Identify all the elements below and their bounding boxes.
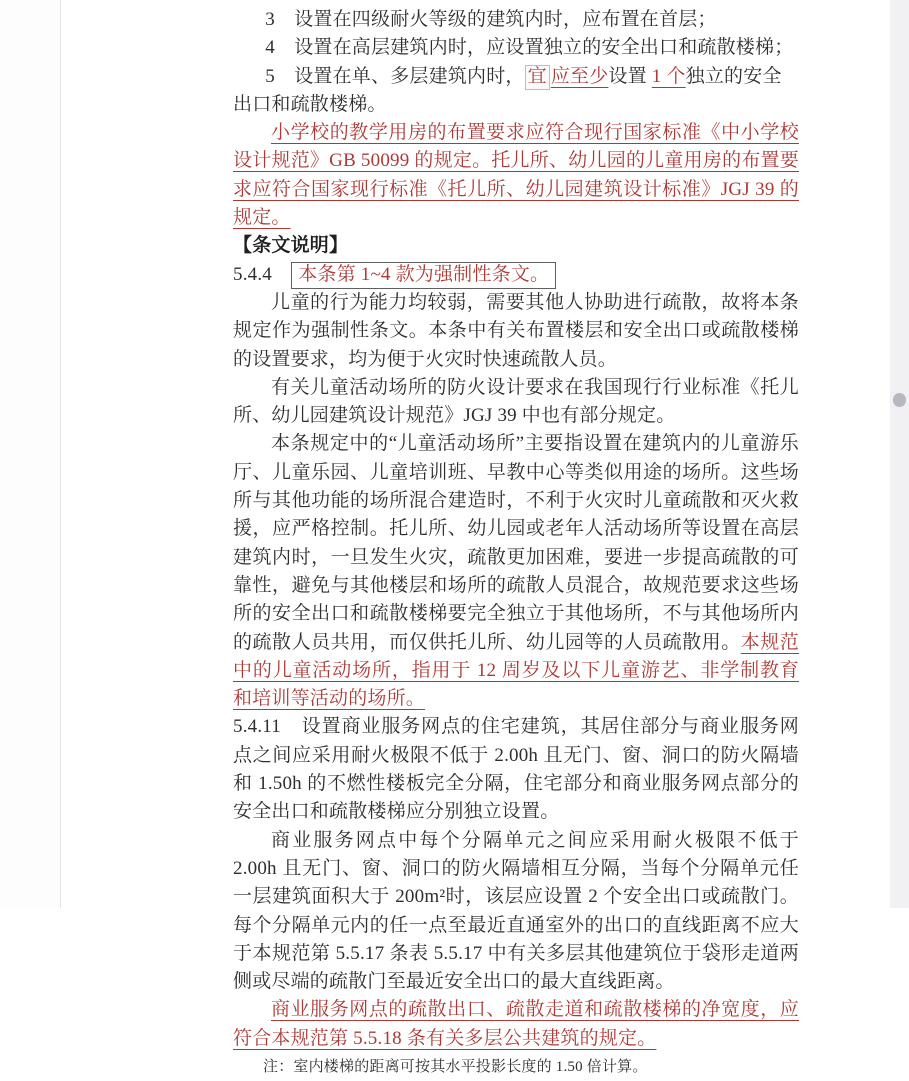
- page-left-margin: [0, 0, 61, 908]
- clause-text: 4 设置在高层建筑内时，应设置独立的安全出口和疏散楼梯；: [265, 37, 794, 59]
- amendment-paragraph-width: [233, 996, 799, 1053]
- clause-text: 独立的安全出口和疏散楼梯。: [233, 65, 782, 115]
- clause-text: 设置: [608, 65, 652, 87]
- clause-5-4-11: [233, 713, 799, 826]
- clause-text: 商业服务网点中每个分隔单元之间应采用耐火极限不低于 2.00h 且无门、窗、洞口的防火隔墙相互分隔，当每个分隔单元任一层建筑面积大于 200m²时，该层应设置 2 个安全出口或疏散门。每个分隔单元内的任一点至最近直通室外的出口的直线距离不应大于本规范第 5.5.17 条表 5.5.17 中有关多层其他建筑位于袋形走道两侧或尽端的疏散门至最近安全出口的最大直线距离。: [233, 829, 799, 993]
- clause-text: 3 设置在四级耐火等级的建筑内时，应布置在首层；: [265, 9, 717, 30]
- scrollbar-track[interactable]: [890, 0, 909, 908]
- explanation-text: 有关儿童活动场所的防火设计要求在我国现行行业标准《托儿所、幼儿园建筑设计规范》JGJ 39 中也有部分规定。: [233, 376, 799, 427]
- note-text: 注：室内楼梯的距离可按其水平投影长度的 1.50 倍计算。: [263, 1058, 648, 1075]
- section-heading-text: 【条文说明】: [233, 235, 349, 257]
- amendment-text: 本规范中的儿童活动场所，指用于 12 周岁及以下儿童游艺、非学制教育和培训等活动的场所。: [233, 631, 799, 710]
- clause-5-4-4-note: [233, 261, 799, 289]
- amendment-paragraph-schools: [233, 119, 799, 232]
- revised-text: 1 个: [651, 65, 686, 87]
- explanation-paragraph-2: [233, 374, 799, 431]
- explanation-text: 本条规定中的“儿童活动场所”主要指设置在建筑内的儿童游乐厅、儿童乐园、儿童培训班、早教中心等类似用途的场所。这些场所与其他功能的场所混合建造时，不利于火灾时儿童疏散和灭火救援，应严格控制。托儿所、幼儿园或老年人活动场所等设置在高层建筑内时，一旦发生火灾，疏散更加困难，要进一步提高疏散的可靠性，避免与其他楼层和场所的疏散人员混合，故规范要求这些场所的安全出口和疏散楼梯要完全独立于其他场所，不与其他场所内的疏散人员共用，而仅供托儿所、幼儿园等的人员疏散用。: [233, 433, 799, 653]
- amendment-text: 小学校的教学用房的布置要求应符合现行国家标准《中小学校设计规范》GB 50099 的规定。托儿所、幼儿园的儿童用房的布置要求应符合国家现行标准《托儿所、幼儿园建筑设计标准》JGJ 39 的规定。: [233, 122, 799, 229]
- list-item-5: [233, 63, 799, 120]
- revised-text: 应至少: [550, 65, 609, 87]
- mandatory-clause-box-text: 本条第 1~4 款为强制性条文。: [291, 262, 556, 289]
- document-page: [61, 0, 890, 1075]
- deleted-text: 宜: [525, 65, 550, 90]
- section-heading-explanation: [233, 232, 799, 260]
- clause-text: 5 设置在单、多层建筑内时，: [265, 65, 525, 87]
- amendment-text: 商业服务网点的疏散出口、疏散走道和疏散楼梯的净宽度，应符合本规范第 5.5.18 条有关多层公共建筑的规定。: [233, 999, 799, 1049]
- clause-5-4-11-paragraph-2: [233, 827, 799, 997]
- explanation-paragraph-1: [233, 289, 799, 374]
- note-line: [233, 1053, 799, 1081]
- scrollbar-thumb[interactable]: [893, 393, 906, 407]
- explanation-paragraph-3: [233, 430, 799, 713]
- clause-text: 5.4.11 设置商业服务网点的住宅建筑，其居住部分与商业服务网点之间应采用耐火极限不低于 2.00h 且无门、窗、洞口的防火隔墙和 1.50h 的不燃性楼板完全分隔，住宅部分和商业服务网点部分的安全出口和疏散楼梯应分别独立设置。: [233, 716, 799, 823]
- list-item-3: [233, 6, 799, 34]
- explanation-text: 儿童的行为能力均较弱，需要其他人协助进行疏散，故将本条规定作为强制性条文。本条中有关布置楼层和安全出口或疏散楼梯的设置要求，均为便于火灾时快速疏散人员。: [233, 291, 799, 370]
- list-item-4: [233, 34, 799, 62]
- clause-number: 5.4.4: [233, 263, 292, 285]
- document-content: [233, 6, 799, 1081]
